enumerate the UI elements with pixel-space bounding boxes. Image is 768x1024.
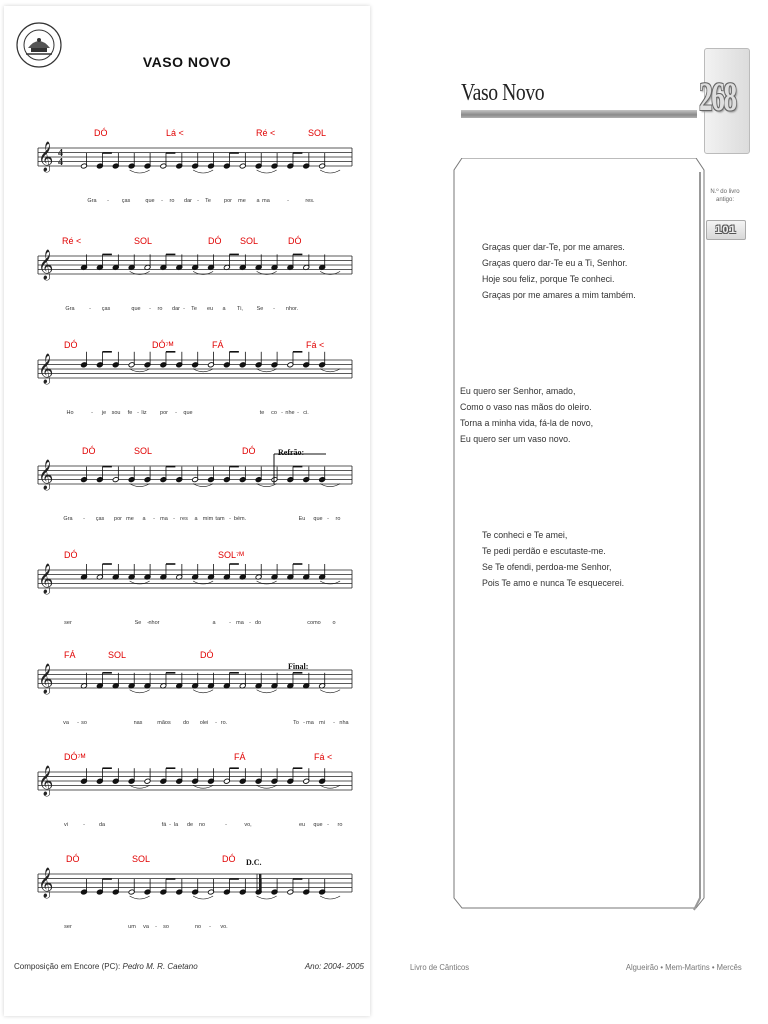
- svg-text:𝄞: 𝄞: [38, 460, 54, 490]
- lyric-syllable: -: [287, 198, 289, 204]
- lyric-syllable: mi: [319, 720, 325, 726]
- lyric-syllable: que: [183, 410, 193, 416]
- score-system: [4, 546, 370, 646]
- lyric-syllable: -: [327, 822, 329, 828]
- svg-text:𝄞: 𝄞: [38, 564, 54, 594]
- lyric-syllable: a: [194, 516, 198, 522]
- lyric-syllable: -: [161, 198, 163, 204]
- lyric-syllable: Ho: [66, 410, 74, 416]
- lyric-syllable: fe: [127, 410, 133, 416]
- lyric-syllable: so: [163, 924, 169, 930]
- sheet-music-page: [4, 6, 370, 1016]
- chord-label: FÁ: [212, 340, 224, 350]
- lyric-syllable: dar: [172, 306, 180, 312]
- lyric-syllable: -: [137, 410, 139, 416]
- song-number-tab: [699, 48, 750, 154]
- lyric-syllable: -: [229, 516, 231, 522]
- lyric-syllable: por: [224, 198, 232, 204]
- stanza-3: [482, 528, 635, 592]
- lyric-syllable: -: [91, 410, 93, 416]
- lyric-syllable: -: [107, 198, 109, 204]
- lyric-syllable: do: [182, 720, 190, 726]
- lyric-syllable: Eu: [298, 516, 306, 522]
- lyric-line: Te conheci e Te amei,: [482, 530, 568, 541]
- lyric-line: Graças quero dar-Te eu a Ti, Senhor.: [482, 258, 628, 269]
- score-mark: D.C.: [246, 858, 262, 867]
- score-system: [4, 124, 370, 224]
- lyric-syllable: Ti,: [237, 306, 243, 312]
- lyric-syllable: -: [89, 306, 91, 312]
- score-system: [4, 336, 370, 436]
- chord-label: SOL⁷ᴹ: [218, 550, 244, 560]
- lyric-syllable: ci.: [303, 410, 309, 416]
- staff-svg: [4, 442, 370, 542]
- lyric-syllable: de: [186, 822, 194, 828]
- chord-label: DÓ: [64, 550, 78, 560]
- chord-label: SOL: [308, 128, 327, 138]
- lyric-syllable: da: [98, 822, 106, 828]
- lyric-syllable: -: [215, 720, 217, 726]
- svg-text:𝄞: 𝄞: [38, 354, 54, 384]
- lyric-syllable: Gra: [87, 198, 97, 204]
- lyric-syllable: -: [327, 516, 329, 522]
- lyric-syllable: nhe: [285, 410, 295, 416]
- lyric-syllable: a: [256, 198, 260, 204]
- lyric-syllable: a: [142, 516, 146, 522]
- lyric-syllable: -: [225, 822, 227, 828]
- lyric-syllable: so: [81, 720, 87, 726]
- lyric-syllable: ro: [337, 822, 343, 828]
- staff-svg: [4, 748, 370, 848]
- lyric-syllable: ma: [306, 720, 314, 726]
- lyric-syllable: -: [155, 924, 157, 930]
- lyric-syllable: -: [281, 410, 283, 416]
- lyric-line: Pois Te amo e nunca Te esquecerei.: [482, 578, 625, 589]
- lyric-syllable: -: [229, 620, 231, 626]
- chord-label: SOL: [108, 650, 127, 660]
- staff-svg: [4, 850, 370, 950]
- lyric-line: Eu quero ser um vaso novo.: [460, 434, 571, 445]
- svg-text:𝄞: 𝄞: [38, 868, 54, 898]
- lyric-syllable: a: [222, 306, 226, 312]
- lyric-syllable: nha: [339, 720, 349, 726]
- chord-label: FÁ: [234, 752, 246, 762]
- lyric-syllable: -: [297, 410, 299, 416]
- lyric-syllable: -: [249, 620, 251, 626]
- lyric-syllable: je: [101, 410, 107, 416]
- svg-text:𝄞: 𝄞: [38, 766, 54, 796]
- lyric-syllable: mim: [202, 516, 214, 522]
- chord-label: Lá <: [166, 128, 184, 138]
- lyric-syllable: Gra: [65, 306, 75, 312]
- staff-svg: [4, 646, 370, 746]
- lyric-syllable: ças: [95, 516, 105, 522]
- lyric-syllable: ma: [160, 516, 168, 522]
- chord-label: Fá <: [314, 752, 333, 762]
- footer-places: Algueirão • Mem-Martins • Mercês: [626, 962, 742, 972]
- lyric-line: Graças por me amares a mim também.: [482, 290, 636, 301]
- score-title: VASO NOVO: [142, 54, 232, 70]
- svg-text:𝄞: 𝄞: [38, 250, 54, 280]
- stanza-1: [482, 240, 647, 304]
- lyric-syllable: o: [332, 620, 336, 626]
- chord-label: SOL: [240, 236, 259, 246]
- lyric-syllable: no: [198, 822, 206, 828]
- score-mark: Final:: [288, 662, 309, 671]
- old-book-label-line: N.º do livro: [710, 189, 740, 195]
- chord-label: DÓ: [66, 854, 80, 864]
- lyric-syllable: ças: [101, 306, 111, 312]
- score-system: [4, 646, 370, 746]
- chord-label: Ré <: [62, 236, 82, 246]
- lyric-syllable: a: [212, 620, 216, 626]
- score-mark: Refrão:: [278, 448, 305, 457]
- lyric-syllable: Se: [256, 306, 264, 312]
- lyric-syllable: como: [307, 620, 321, 626]
- chord-label: SOL: [134, 236, 153, 246]
- lyric-syllable: nhor.: [285, 306, 299, 312]
- chord-label: DÓ⁷ᴹ: [152, 340, 174, 350]
- lyric-line: Como o vaso nas mãos do oleiro.: [460, 402, 592, 413]
- lyric-syllable: um: [128, 924, 136, 930]
- lyric-syllable: Te: [205, 198, 211, 204]
- lyric-syllable: Se: [134, 620, 142, 626]
- chord-label: SOL: [134, 446, 153, 456]
- lyric-syllable: vi: [64, 822, 68, 828]
- lyric-syllable: fá: [161, 822, 167, 828]
- lyric-syllable: bém.: [233, 516, 247, 522]
- composer-label: Composição em Encore (PC):: [14, 962, 121, 971]
- lyric-line: Torna a minha vida, fá-la de novo,: [460, 418, 594, 429]
- composer-credit: [14, 962, 198, 971]
- lyric-syllable: va: [63, 720, 69, 726]
- lyric-syllable: -: [83, 822, 85, 828]
- lyric-line: Graças quer dar-Te, por me amares.: [482, 242, 625, 253]
- lyric-syllable: -: [183, 306, 185, 312]
- chord-label: DÓ: [64, 340, 78, 350]
- lyric-syllable: co: [271, 410, 277, 416]
- lyric-syllable: -: [175, 410, 177, 416]
- lyric-syllable: olei: [199, 720, 209, 726]
- chord-label: DÓ: [208, 236, 222, 246]
- staff-svg: [4, 232, 370, 332]
- staff-svg: [4, 336, 370, 436]
- staff-svg: [4, 546, 370, 646]
- lyric-syllable: -: [197, 198, 199, 204]
- lyric-syllable: que: [313, 516, 323, 522]
- score-system: [4, 748, 370, 848]
- lyric-syllable: eu: [298, 822, 306, 828]
- lyric-syllable: ser: [64, 620, 72, 626]
- chord-label: DÓ: [200, 650, 214, 660]
- lyric-syllable: -: [169, 822, 171, 828]
- stanza-2: [460, 384, 603, 448]
- lyric-syllable: va: [143, 924, 149, 930]
- chord-label: DÓ: [222, 854, 236, 864]
- chord-label: DÓ: [82, 446, 96, 456]
- lyric-syllable: -: [77, 720, 79, 726]
- lyric-syllable: ma: [262, 198, 270, 204]
- lyric-syllable: mãos: [157, 720, 171, 726]
- lyric-syllable: -: [147, 620, 149, 626]
- song-title: Vaso Novo: [461, 80, 545, 106]
- old-book-label-line: antigo:: [715, 197, 734, 203]
- svg-text:𝄞: 𝄞: [38, 142, 54, 172]
- lyric-syllable: vo.: [220, 924, 228, 930]
- lyric-syllable: ser: [64, 924, 72, 930]
- lyric-syllable: dar: [184, 198, 192, 204]
- lyric-syllable: vo,: [244, 822, 252, 828]
- lyric-line: Hoje sou feliz, porque Te conheci.: [482, 274, 615, 285]
- lyric-syllable: ro.: [220, 720, 228, 726]
- lyric-syllable: tam: [215, 516, 225, 522]
- lyric-syllable: res.: [305, 198, 315, 204]
- lyric-syllable: -: [333, 720, 335, 726]
- lyric-syllable: do: [254, 620, 262, 626]
- chord-label: DÓ: [288, 236, 302, 246]
- chord-label: DÓ⁷ᴹ: [64, 752, 86, 762]
- footer-book-title: Livro de Cânticos: [410, 962, 470, 972]
- lyric-syllable: que: [145, 198, 155, 204]
- svg-text:𝄞: 𝄞: [38, 664, 54, 694]
- lyric-line: Se Te ofendi, perdoa-me Senhor,: [482, 562, 612, 573]
- lyric-syllable: -: [209, 924, 211, 930]
- chord-label: DÓ: [242, 446, 256, 456]
- lyric-syllable: Te: [191, 306, 197, 312]
- title-underline-bar: [461, 110, 697, 118]
- lyric-syllable: ma: [236, 620, 244, 626]
- lyric-syllable: por: [160, 410, 168, 416]
- lyric-syllable: por: [114, 516, 122, 522]
- lyric-syllable: -: [83, 516, 85, 522]
- svg-text:4: 4: [58, 157, 63, 168]
- chord-label: Ré <: [256, 128, 276, 138]
- lyric-line: Te pedi perdão e escutaste-me.: [482, 546, 606, 557]
- lyric-syllable: no: [194, 924, 202, 930]
- composer-name: Pedro M. R. Caetano: [122, 962, 198, 971]
- composition-year: Ano: 2004- 2005: [304, 962, 364, 971]
- chord-label: SOL: [132, 854, 151, 864]
- lyric-syllable: nhor: [148, 620, 160, 626]
- lyric-syllable: liz: [141, 410, 147, 416]
- lyric-syllable: ro: [335, 516, 341, 522]
- lyric-syllable: me: [238, 198, 246, 204]
- lyric-syllable: -: [273, 306, 275, 312]
- lyric-syllable: -: [173, 516, 175, 522]
- score-system: [4, 232, 370, 332]
- lyric-syllable: -: [149, 306, 151, 312]
- chord-label: FÁ: [64, 650, 76, 660]
- lyric-syllable: ro: [169, 198, 175, 204]
- chord-label: DÓ: [94, 128, 108, 138]
- lyric-syllable: la: [173, 822, 179, 828]
- song-number: 268: [699, 74, 736, 119]
- lyric-line: Eu quero ser Senhor, amado,: [460, 386, 576, 397]
- lyric-syllable: que: [313, 822, 323, 828]
- score-system: [4, 850, 370, 950]
- lyric-syllable: te: [259, 410, 265, 416]
- score-system: [4, 442, 370, 542]
- lyric-syllable: ças: [121, 198, 131, 204]
- lyric-syllable: Gra: [63, 516, 73, 522]
- lyric-syllable: me: [126, 516, 134, 522]
- lyric-syllable: eu: [206, 306, 214, 312]
- lyric-syllable: res: [180, 516, 188, 522]
- lyric-syllable: -: [303, 720, 305, 726]
- lyric-syllable: que: [131, 306, 141, 312]
- lyric-syllable: -: [153, 516, 155, 522]
- staff-svg: [4, 124, 370, 224]
- chord-label: Fá <: [306, 340, 325, 350]
- old-book-number: 101: [706, 220, 746, 240]
- svg-text:4: 4: [58, 148, 63, 159]
- lyric-syllable: sou: [111, 410, 121, 416]
- lyric-syllable: To: [293, 720, 299, 726]
- lyric-syllable: nas: [133, 720, 143, 726]
- lyric-syllable: ro: [157, 306, 163, 312]
